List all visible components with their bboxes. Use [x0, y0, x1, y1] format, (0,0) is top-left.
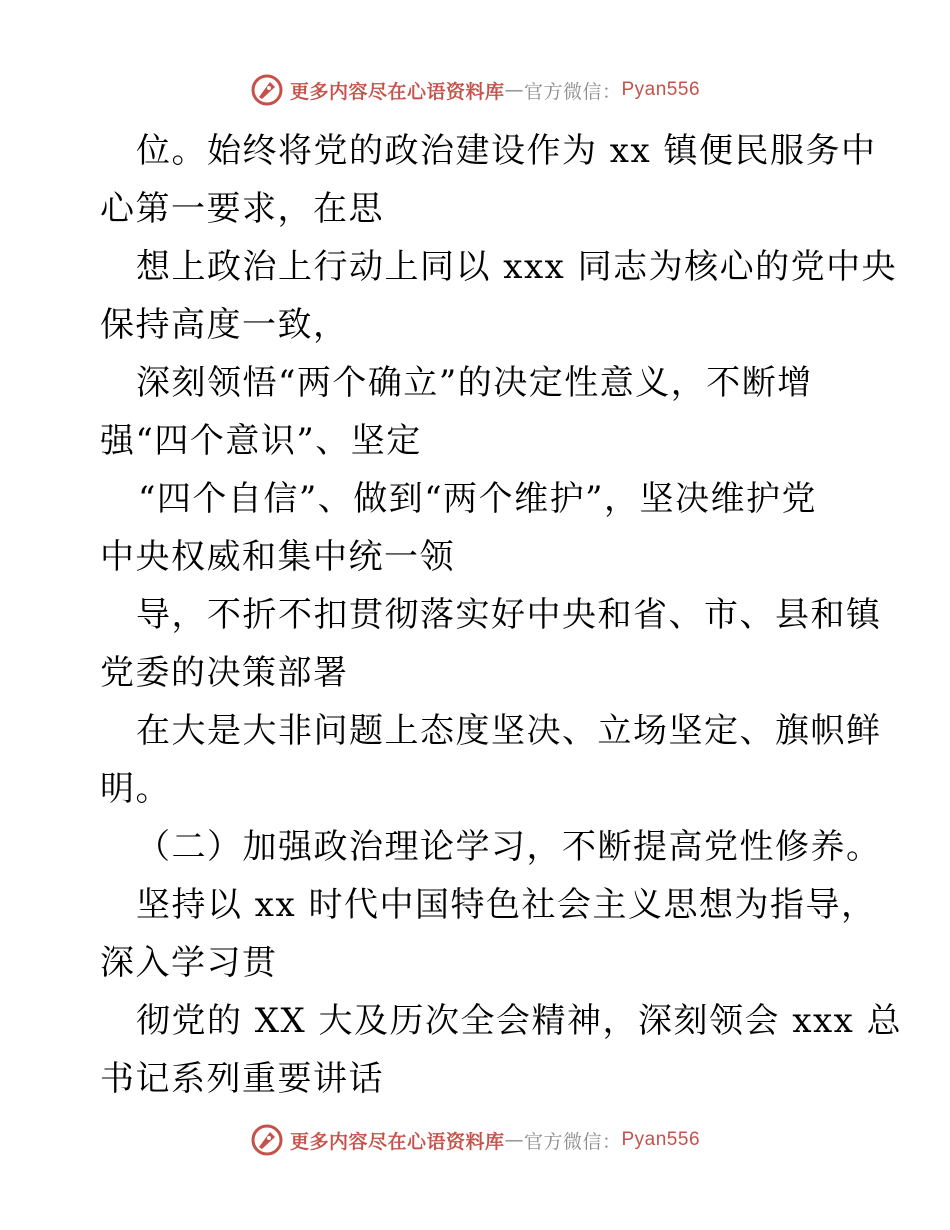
pen-nib-circle-icon — [250, 73, 284, 107]
watermark-left-text: 更多内容尽在心语资料库 — [289, 1130, 505, 1153]
body-line: 彻党的 XX 大及历次全会精神，深刻领会 xxx 总 — [136, 1001, 903, 1041]
body-line: 深刻领悟“两个确立”的决定性意义，不断增 — [136, 363, 813, 403]
header-watermark — [0, 70, 950, 110]
body-line: 在大是大非问题上态度坚决、立场坚定、旗帜鲜 — [136, 711, 882, 751]
body-line: 明。 — [100, 769, 171, 809]
body-line: 心第一要求，在思 — [100, 189, 384, 229]
watermark-text — [290, 77, 700, 104]
body-line: 保持高度一致， — [100, 305, 349, 345]
watermark-group — [250, 1123, 700, 1157]
watermark-right-text: 官方微信： — [523, 80, 622, 103]
body-line: “四个自信”、做到“两个维护”，坚决维护党 — [138, 479, 818, 519]
body-line: 深入学习贯 — [100, 943, 278, 983]
watermark-id: Pyan556 — [621, 79, 701, 100]
body-line: 党委的决策部署 — [100, 653, 349, 693]
watermark-left-text: 更多内容尽在心语资料库 — [289, 80, 505, 103]
body-line: 中央权威和集中统一领 — [100, 537, 455, 577]
watermark-text — [290, 1127, 700, 1154]
body-line: 书记系列重要讲话 — [100, 1059, 384, 1099]
watermark-group — [250, 73, 700, 107]
body-line: 强“四个意识”、坚定 — [100, 421, 422, 461]
document-body — [100, 122, 903, 1108]
footer-watermark — [0, 1120, 950, 1160]
body-line: 导，不折不扣贯彻落实好中央和省、市、县和镇 — [136, 595, 882, 635]
watermark-right-text: 官方微信： — [523, 1130, 622, 1153]
body-line: 位。始终将党的政治建设作为 xx 镇便民服务中 — [136, 131, 877, 171]
watermark-id: Pyan556 — [621, 1129, 701, 1150]
section-heading: （二）加强政治理论学习，不断提高党性修养。 — [136, 827, 882, 867]
body-line: 想上政治上行动上同以 xxx 同志为核心的党中央 — [136, 247, 898, 287]
watermark-dash: — — [504, 79, 524, 101]
body-line: 坚持以 xx 时代中国特色社会主义思想为指导， — [136, 885, 877, 925]
watermark-dash: — — [504, 1129, 524, 1151]
pen-nib-circle-icon — [250, 1123, 284, 1157]
